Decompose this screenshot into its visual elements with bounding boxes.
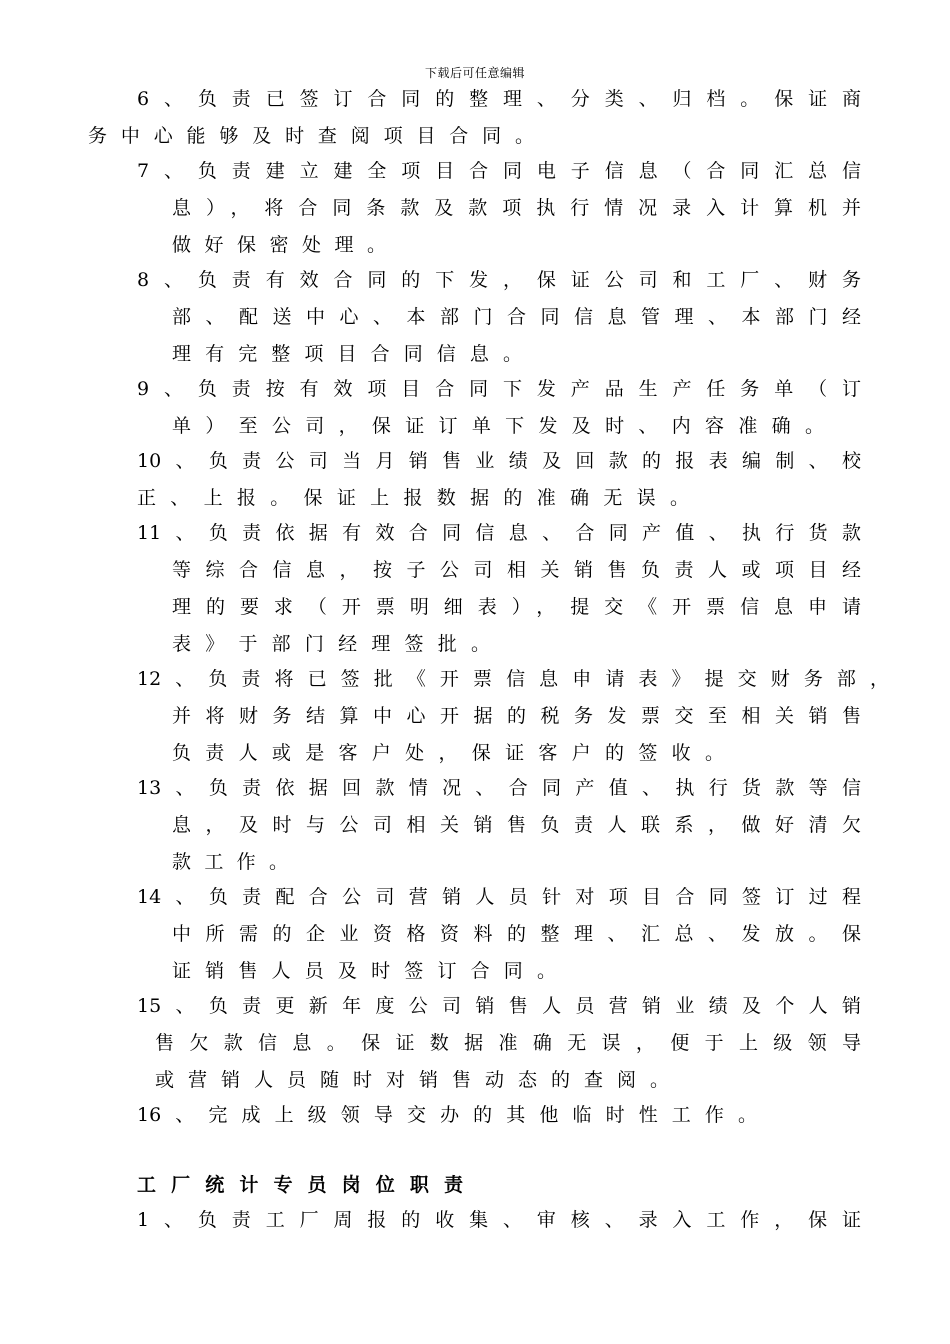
text-line: 13、负责依据回款情况、合同产值、执行货款等信 [137,777,861,799]
text-line: 理的要求（开票明细表），提交《开票信息申请 [172,596,861,618]
text-line: 中所需的企业资格资料的整理、汇总、发放。保 [172,923,861,945]
section-title: 工厂统计专员岗位职责 [137,1174,463,1196]
text-line: 并将财务结算中心开据的税务发票交至相关销售 [172,705,861,727]
text-line: 9、负责按有效项目合同下发产品生产任务单（订 [137,378,861,400]
text-line: 11、负责依据有效合同信息、合同产值、执行货款 [137,522,861,544]
text-line: 售欠款信息。保证数据准确无误，便于上级领导 [155,1032,861,1054]
text-line: 10、负责公司当月销售业绩及回款的报表编制、校 [137,450,861,472]
text-line: 8、负责有效合同的下发，保证公司和工厂、财务 [137,269,861,291]
text-line: 证销售人员及时签订合同。 [172,960,556,982]
text-line: 部、配送中心、本部门合同信息管理、本部门经 [172,306,861,328]
text-line: 息），将合同条款及款项执行情况录入计算机并 [172,197,861,219]
text-line: 理有完整项目合同信息。 [172,343,522,365]
text-line: 1、负责工厂周报的收集、审核、录入工作，保证 [137,1209,861,1231]
text-line: 正、上报。保证上报数据的准确无误。 [137,487,689,509]
text-line: 做好保密处理。 [172,234,386,256]
text-line: 负责人或是客户处，保证客户的签收。 [172,742,724,764]
text-line: 务中心能够及时查阅项目合同。 [88,125,534,147]
text-line: 单）至公司，保证订单下发及时、内容准确。 [172,415,824,437]
text-line: 14、负责配合公司营销人员针对项目合同签订过程 [137,886,861,908]
text-line: 12、负责将已签批《开票信息申请表》提交财务部， [137,668,889,690]
text-line: 款工作。 [172,851,288,873]
page-header: 下载后可任意编辑 [424,66,525,80]
text-line: 表》于部门经理签批。 [172,633,490,655]
text-line: 息，及时与公司相关销售负责人联系，做好清欠 [172,814,861,836]
text-line: 等综合信息，按子公司相关销售负责人或项目经 [172,559,861,581]
text-line: 6、负责已签订合同的整理、分类、归档。保证商 [137,88,861,110]
text-line: 或营销人员随时对销售动态的查阅。 [155,1069,669,1091]
text-line: 15、负责更新年度公司销售人员营销业绩及个人销 [137,995,861,1017]
text-line: 16、完成上级领导交办的其他临时性工作。 [137,1104,757,1126]
text-line: 7、负责建立建全项目合同电子信息（合同汇总信 [137,160,861,182]
